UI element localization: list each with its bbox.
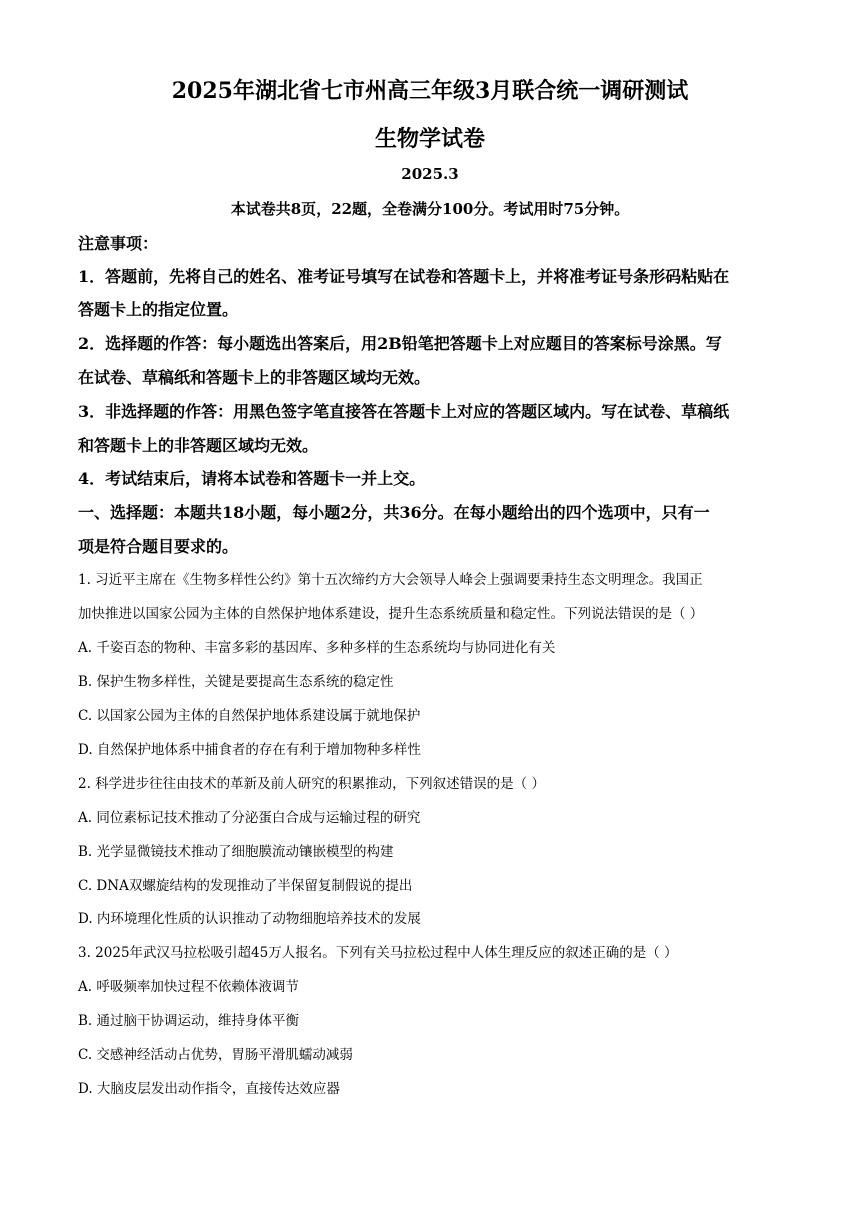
exam-info: 本试卷共8页，22题，全卷满分100分。考试用时75分钟。 (230, 200, 630, 218)
exam-title: 2025年湖北省七市州高三年级3月联合统一调研测试 (171, 78, 689, 104)
option-b: B. 保护生物多样性，关键是要提高生态系统的稳定性 (78, 674, 394, 690)
option-a: A. 千姿百态的物种、丰富多彩的基因库、多种多样的生态系统均与协同进化有关 (78, 640, 556, 656)
notice-item: 1．答题前，先将自己的姓名、准考证号填写在试卷和答题卡上，并将准考证号条形码粘贴在 (78, 267, 730, 286)
section-heading: 项是符合题目要求的。 (78, 537, 239, 556)
option-c: C. 以国家公园为主体的自然保护地体系建设属于就地保护 (78, 708, 421, 724)
exam-date: 2025.3 (401, 165, 459, 183)
option-c: C. DNA双螺旋结构的发现推动了半保留复制假说的提出 (78, 878, 413, 894)
option-d: D. 内环境理化性质的认识推动了动物细胞培养技术的发展 (78, 911, 421, 927)
option-a: A. 呼吸频率加快过程不依赖体液调节 (78, 979, 299, 995)
notice-item: 答题卡上的指定位置。 (78, 300, 239, 319)
option-c: C. 交感神经活动占优势，胃肠平滑肌蠕动减弱 (78, 1047, 353, 1063)
notice-item: 和答题卡上的非答题区域均无效。 (78, 436, 319, 455)
question-stem: 1. 习近平主席在《生物多样性公约》第十五次缔约方大会领导人峰会上强调要秉持生态文明理念。我国正 (78, 572, 703, 588)
option-b: B. 通过脑干协调运动，维持身体平衡 (78, 1013, 300, 1029)
notice-item: 3．非选择题的作答：用黑色签字笔直接答在答题卡上对应的答题区域内。写在试卷、草稿纸 (78, 402, 730, 421)
notice-item: 2．选择题的作答：每小题选出答案后，用2B铅笔把答题卡上对应题目的答案标号涂黑。写 (78, 334, 722, 353)
question-stem: 3. 2025年武汉马拉松吸引超45万人报名。下列有关马拉松过程中人体生理反应的叙述正确的是（ ） (78, 945, 678, 961)
exam-subtitle: 生物学试卷 (374, 126, 485, 152)
question-stem: 2. 科学进步往往由技术的革新及前人研究的积累推动，下列叙述错误的是（ ） (78, 776, 545, 792)
notice-heading: 注意事项： (78, 234, 159, 253)
notice-item: 4．考试结束后，请将本试卷和答题卡一并上交。 (78, 469, 426, 488)
option-d: D. 大脑皮层发出动作指令，直接传达效应器 (78, 1081, 340, 1097)
option-d: D. 自然保护地体系中捕食者的存在有利于增加物种多样性 (78, 742, 421, 758)
option-a: A. 同位素标记技术推动了分泌蛋白合成与运输过程的研究 (78, 810, 421, 826)
question-stem: 加快推进以国家公园为主体的自然保护地体系建设，提升生态系统质量和稳定性。下列说法错误的是（ ） (78, 606, 704, 622)
notice-item: 在试卷、草稿纸和答题卡上的非答题区域均无效。 (78, 368, 431, 387)
option-b: B. 光学显微镜技术推动了细胞膜流动镶嵌模型的构建 (78, 844, 394, 860)
section-heading: 一、选择题：本题共18小题，每小题2分，共36分。在每小题给出的四个选项中，只有一 (78, 503, 710, 522)
